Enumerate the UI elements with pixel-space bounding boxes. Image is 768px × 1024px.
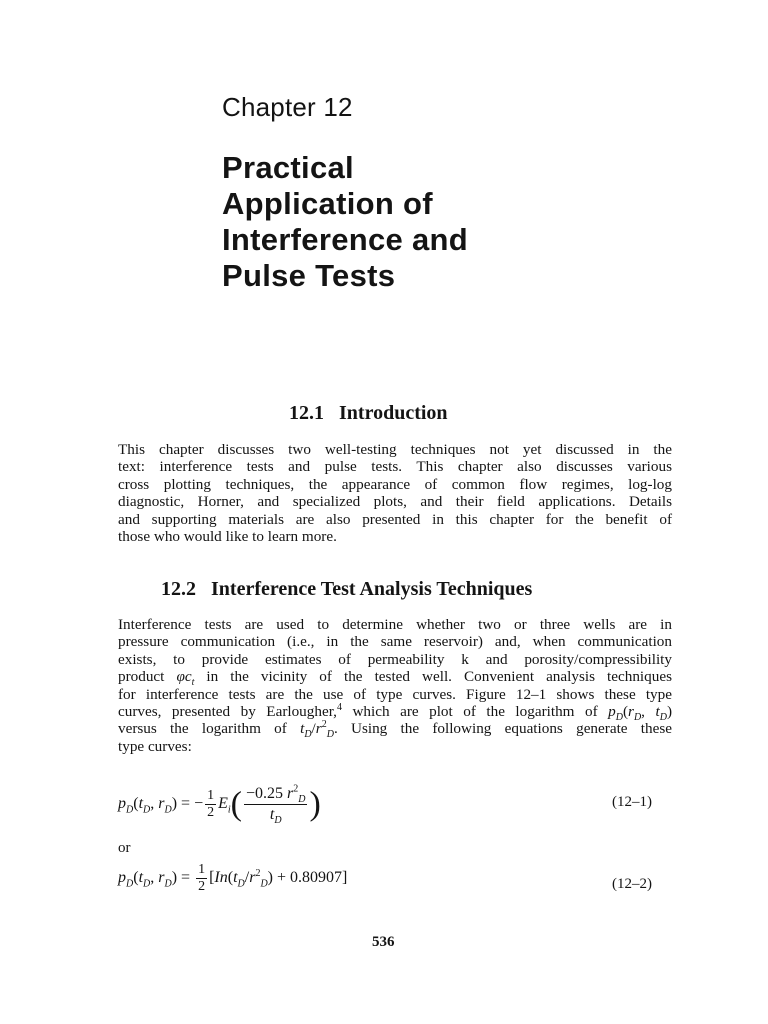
equation-12-2: $p_D(t_D$, $r_D$) = $\frac{1}{2}$ $[In(t_D/r^2_D) + 0.80907]$ xyxy=(118,862,348,894)
paragraph-line: product $\varphi c_t$ in the vicinity of the tested well. Convenient analysis techniques xyxy=(118,668,672,689)
paragraph-line: This chapter discusses two well-testing techniques not yet discussed in the xyxy=(118,441,672,458)
paragraph-line: curves, presented by Earlougher,$^4$ which are plot of the logarithm of $p_D(r_D$, $t_D$) xyxy=(118,701,672,723)
chapter-title-line: Pulse Tests xyxy=(222,258,396,293)
chapter-title xyxy=(222,150,468,294)
chapter-title-line: Practical xyxy=(222,150,354,185)
or-text: or xyxy=(118,840,131,856)
equation-number: (12–2) xyxy=(612,876,652,892)
chapter-title-line: Interference and xyxy=(222,222,468,257)
paragraph-line: for interference tests are the use of type curves. Figure 12–1 shows these type xyxy=(118,685,672,703)
paragraph-line: and supporting materials are also presented in this chapter for the benefit of xyxy=(118,510,672,528)
section-heading-intro xyxy=(289,402,448,425)
paragraph-line: versus the logarithm of $t_D/r^2_D$. Using the following equations generate these xyxy=(118,719,672,741)
equation-12-1: $p_D(t_D$, $r_D$) = − $\frac{1}{2}$ $E_i$( $\frac{-0.25 r^2_D}{t_D}$ ) xyxy=(118,783,321,827)
interference-paragraph xyxy=(118,616,672,755)
chapter-title-line: Application of xyxy=(222,186,433,221)
paragraph-line: those who would like to learn more. xyxy=(118,527,337,545)
intro-paragraph xyxy=(118,441,672,545)
paragraph-line: type curves: xyxy=(118,737,192,755)
paragraph-line: diagnostic, Horner, and specialized plots, and their field applications. Details xyxy=(118,493,672,511)
paragraph-line: cross plotting techniques, the appearance of common flow regimes, log-log xyxy=(118,475,672,493)
eq1-constant: −0.25 xyxy=(245,785,284,802)
section-heading-interference xyxy=(161,578,532,601)
section-number: 12.1 xyxy=(289,402,324,424)
paragraph-line: pressure communication (i.e., in the same reservoir) and, when communication xyxy=(118,633,672,651)
equation-number: (12–1) xyxy=(612,794,652,810)
eq2-constant: 0.80907 xyxy=(290,869,343,887)
section-title: Interference Test Analysis Techniques xyxy=(211,578,533,600)
chapter-number: Chapter 12 xyxy=(222,92,353,122)
section-title: Introduction xyxy=(339,402,448,424)
paragraph-line: exists, to provide estimates of permeability k and porosity/compressibility xyxy=(118,650,672,668)
section-number: 12.2 xyxy=(161,578,196,600)
page-number: 536 xyxy=(372,934,395,950)
paragraph-line: Interference tests are used to determine whether two or three wells are in xyxy=(118,616,672,633)
paragraph-line: text: interference tests and pulse tests. This chapter also discusses various xyxy=(118,458,672,476)
